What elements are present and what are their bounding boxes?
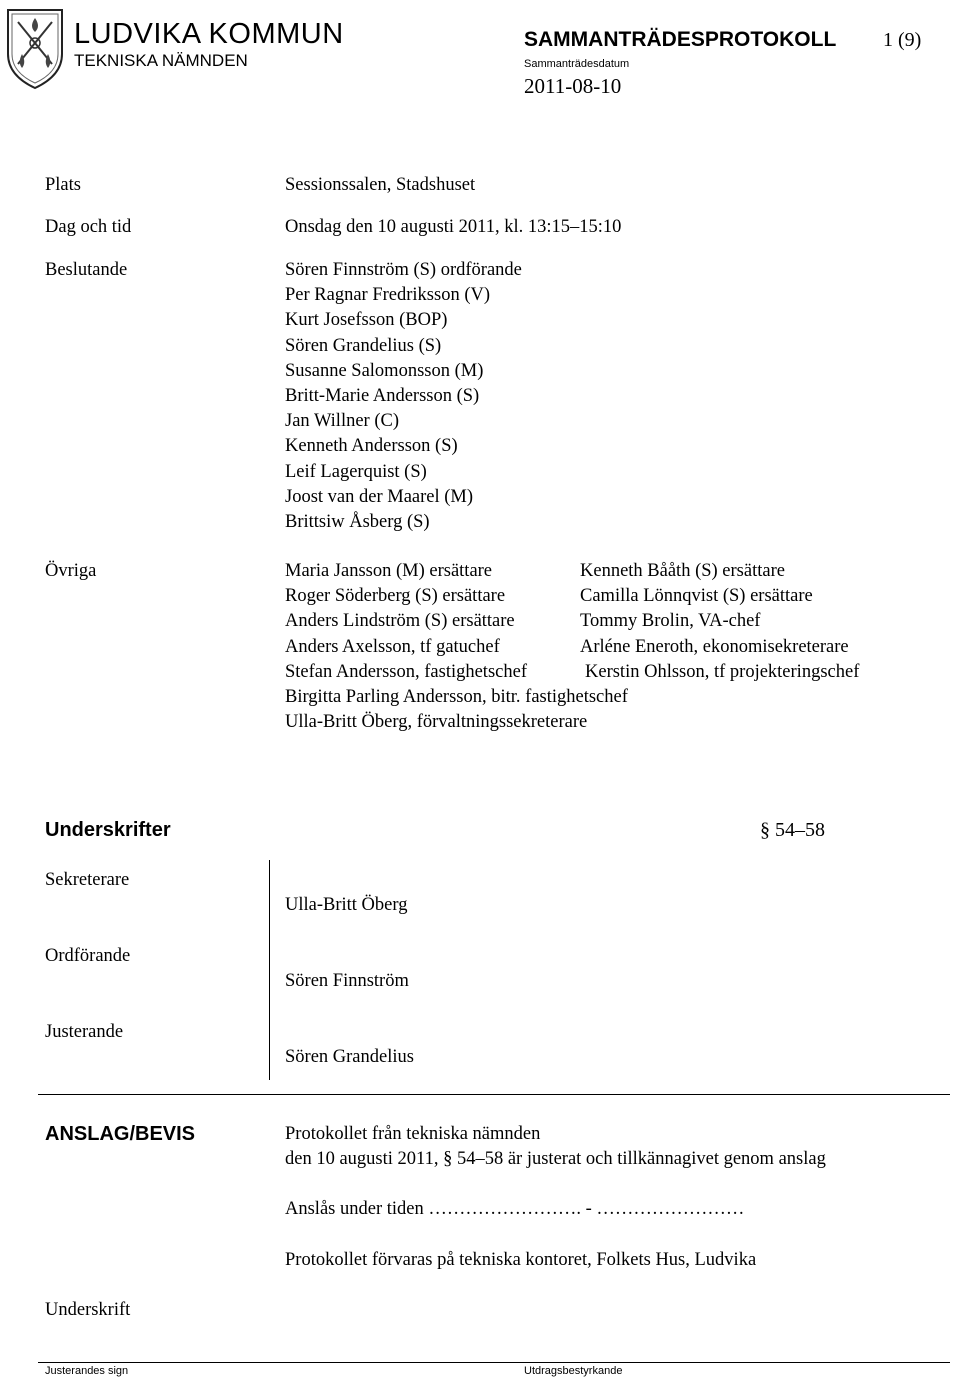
- others-col-b: Camilla Lönnqvist (S) ersättare: [580, 586, 813, 607]
- others-col-b: Tommy Brolin, VA-chef: [580, 611, 761, 632]
- doc-type: SAMMANTRÄDESPROTOKOLL: [524, 28, 837, 51]
- extract-verified-label: Utdragsbestyrkande: [524, 1365, 623, 1377]
- others-col-a: Birgitta Parling Andersson, bitr. fastighetschef: [285, 686, 628, 707]
- deciders-label: Beslutande: [45, 260, 128, 280]
- others-col-a: Stefan Andersson, fastighetschef: [285, 661, 527, 682]
- section-divider: [38, 1094, 950, 1095]
- list-item: [285, 685, 628, 710]
- notice-heading: ANSLAG/BEVIS: [45, 1123, 196, 1145]
- notice-line-1: Protokollet från tekniska nämnden: [285, 1124, 541, 1144]
- list-item: [285, 559, 785, 584]
- list-item: Jan Willner (C): [285, 411, 399, 432]
- others-col-b: Kerstin Ohlsson, tf projekteringschef: [585, 661, 860, 682]
- place-label: Plats: [45, 175, 81, 195]
- others-col-b: Arléne Eneroth, ekonomisekreterare: [580, 636, 849, 657]
- list-item: Britt-Marie Andersson (S): [285, 386, 480, 407]
- notice-line-2: den 10 augusti 2011, § 54–58 är justerat och tillkännagivet genom anslag: [285, 1149, 826, 1169]
- others-list: [285, 559, 860, 735]
- list-item: [285, 710, 628, 735]
- list-item: Leif Lagerquist (S): [285, 461, 427, 482]
- adjusters-sign-label: Justerandes sign: [45, 1365, 129, 1377]
- time-label: Dag och tid: [45, 217, 132, 237]
- others-col-a: Maria Jansson (M) ersättare: [285, 561, 493, 581]
- others-col-a: Roger Söderberg (S) ersättare: [285, 586, 506, 607]
- time-value: Onsdag den 10 augusti 2011, kl. 13:15–15:10: [285, 217, 622, 237]
- signatures-heading: Underskrifter: [45, 819, 171, 841]
- secretary-label: Sekreterare: [45, 870, 130, 890]
- others-col-a: Ulla-Britt Öberg, förvaltningssekreterare: [285, 712, 588, 733]
- list-item: Susanne Salomonsson (M): [285, 360, 484, 381]
- list-item: [285, 609, 761, 634]
- list-item: Per Ragnar Fredriksson (V): [285, 285, 490, 306]
- secretary-name: Ulla-Britt Öberg: [285, 895, 408, 915]
- posted-period: Anslås under tiden ……………………. - ……………………: [285, 1199, 745, 1219]
- page-number: 1 (9): [883, 29, 922, 51]
- org-name: LUDVIKA KOMMUN: [74, 18, 344, 50]
- list-item: Brittsiw Åsberg (S): [285, 512, 430, 533]
- adjuster-label: Justerande: [45, 1022, 124, 1042]
- others-col-a: Anders Lindström (S) ersättare: [285, 611, 515, 632]
- place-value: Sessionssalen, Stadshuset: [285, 175, 476, 195]
- signature-divider: [269, 860, 270, 1080]
- coat-of-arms-logo: [4, 6, 66, 90]
- deciders-list: [285, 258, 522, 535]
- list-item: [285, 660, 860, 685]
- adjuster-name: Sören Grandelius: [285, 1047, 414, 1067]
- list-item: [285, 584, 813, 609]
- chair-name: Sören Finnström: [285, 971, 409, 991]
- storage-location: Protokollet förvaras på tekniska kontoret, Folkets Hus, Ludvika: [285, 1250, 757, 1270]
- others-label: Övriga: [45, 561, 97, 581]
- footer-divider: [38, 1362, 950, 1363]
- paragraph-range: § 54–58: [760, 819, 825, 841]
- list-item: Kenneth Andersson (S): [285, 436, 458, 457]
- signature-label: Underskrift: [45, 1300, 131, 1320]
- meeting-date: 2011-08-10: [524, 74, 622, 98]
- list-item: [285, 635, 849, 660]
- date-label: Sammanträdesdatum: [524, 58, 630, 70]
- list-item: Sören Grandelius (S): [285, 335, 442, 356]
- dept-name: TEKNISKA NÄMNDEN: [74, 51, 248, 70]
- others-col-a: Anders Axelsson, tf gatuchef: [285, 636, 500, 657]
- list-item: Sören Finnström (S) ordförande: [285, 260, 522, 280]
- list-item: Joost van der Maarel (M): [285, 486, 474, 507]
- others-col-b: Kenneth Bååth (S) ersättare: [580, 561, 785, 581]
- list-item: Kurt Josefsson (BOP): [285, 310, 448, 331]
- chair-label: Ordförande: [45, 946, 131, 966]
